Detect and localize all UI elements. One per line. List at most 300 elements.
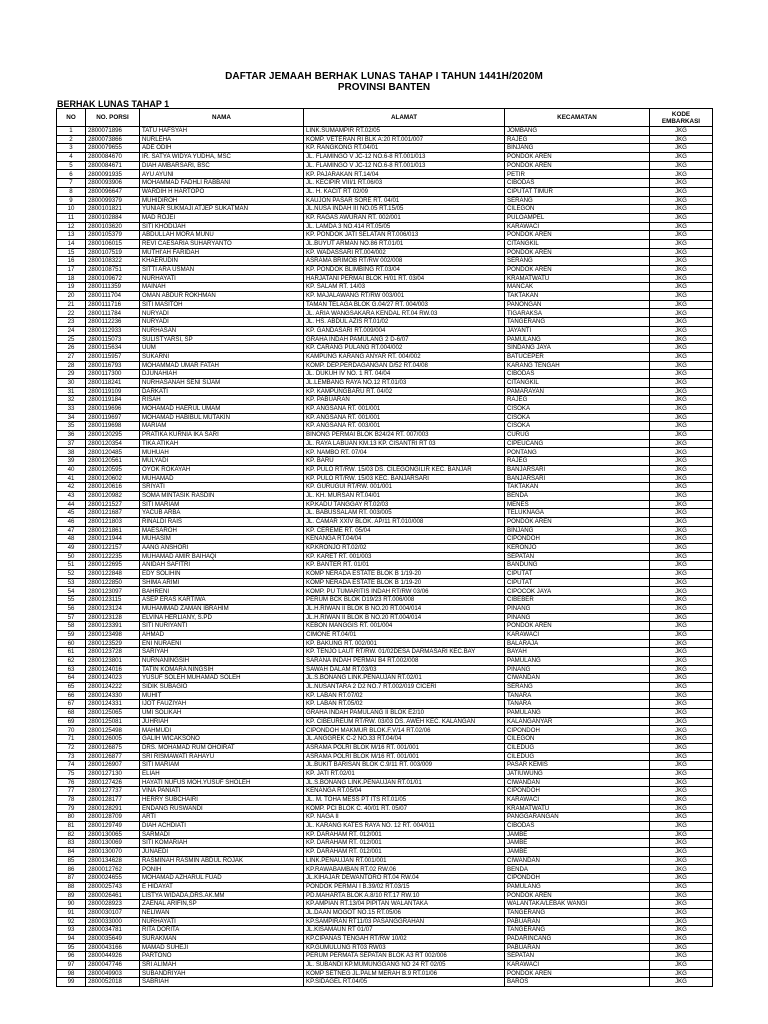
table-row (57, 743, 713, 752)
cell-nama: OMAN ABDUR ROKHMAN (140, 292, 304, 301)
cell-kecamatan: SERANG (505, 683, 650, 692)
table-row (57, 717, 713, 726)
table-row (57, 561, 713, 570)
cell-alamat: KP.SIDAGEL RT.04/05 (304, 978, 505, 987)
cell-no: 23 (57, 318, 86, 327)
table-row (57, 856, 713, 865)
cell-alamat: JL.NUSA INDAH III NO.05 RT.15/05 (304, 205, 505, 214)
table-row (57, 474, 713, 483)
cell-alamat: KOMP. PCI BLOK C. 40/01 RT. 05/07 (304, 804, 505, 813)
table-row (57, 448, 713, 457)
cell-no-porsi: 2800103620 (86, 222, 140, 231)
cell-kecamatan: PONDOK AREN (505, 153, 650, 162)
header-no-porsi: NO. PORSI (86, 109, 140, 127)
cell-kode-embarkasi: JKG (650, 344, 713, 353)
cell-kecamatan: CIWANDAN (505, 778, 650, 787)
cell-nama: GALIH WICAKSONO (140, 735, 304, 744)
cell-no-porsi: 2800044926 (86, 952, 140, 961)
cell-no-porsi: 2800116793 (86, 361, 140, 370)
cell-nama: SIDIK SUBAGIO (140, 683, 304, 692)
cell-kode-embarkasi: JKG (650, 561, 713, 570)
cell-no: 2 (57, 135, 86, 144)
cell-kecamatan: TAKTAKAN (505, 483, 650, 492)
cell-nama: ELVINA HERLIANY, S.PD (140, 613, 304, 622)
cell-alamat: JL.KIHAJAR DEWANTORO RT.04 RW.04 (304, 874, 505, 883)
cell-no: 50 (57, 552, 86, 561)
cell-no: 6 (57, 170, 86, 179)
cell-alamat: KP. PONDOK BLIMBING RT.03/04 (304, 266, 505, 275)
cell-alamat: JL. RAYA LABUAN KM.13 KP. CISANTRI RT 03 (304, 439, 505, 448)
cell-alamat: KP.KADU TANGGAY RT.02/03 (304, 500, 505, 509)
cell-kode-embarkasi: JKG (650, 213, 713, 222)
table-row (57, 578, 713, 587)
cell-no: 18 (57, 274, 86, 283)
table-row (57, 318, 713, 327)
cell-no: 37 (57, 439, 86, 448)
cell-kode-embarkasi: JKG (650, 761, 713, 770)
table-row (57, 144, 713, 153)
cell-no: 39 (57, 457, 86, 466)
table-row (57, 787, 713, 796)
cell-no-porsi: 2800119109 (86, 387, 140, 396)
cell-no-porsi: 2800125498 (86, 726, 140, 735)
cell-kecamatan: SEPATAN (505, 952, 650, 961)
cell-kecamatan: PONDOK AREN (505, 266, 650, 275)
cell-alamat: KP.RAWABAMBAN RT.02 RW.06 (304, 865, 505, 874)
cell-no-porsi: 2800124016 (86, 665, 140, 674)
table-row (57, 239, 713, 248)
cell-no-porsi: 2800099379 (86, 196, 140, 205)
cell-no: 86 (57, 865, 86, 874)
cell-kecamatan: CIPOCOK JAYA (505, 587, 650, 596)
table-row (57, 161, 713, 170)
cell-alamat: JL.BUKIT BARISAN BLOK C.9/11 RT. 003/009 (304, 761, 505, 770)
cell-kode-embarkasi: JKG (650, 318, 713, 327)
cell-kecamatan: PONDOK AREN (505, 517, 650, 526)
cell-no: 11 (57, 213, 86, 222)
cell-kode-embarkasi: JKG (650, 856, 713, 865)
table-row (57, 187, 713, 196)
cell-kode-embarkasi: JKG (650, 978, 713, 987)
cell-kode-embarkasi: JKG (650, 465, 713, 474)
cell-kode-embarkasi: JKG (650, 309, 713, 318)
cell-kode-embarkasi: JKG (650, 665, 713, 674)
cell-no-porsi: 2800122850 (86, 578, 140, 587)
cell-kecamatan: RAJEG (505, 396, 650, 405)
cell-alamat: KOMP. DEP.PERDAGANGAN D/52 RT.04/08 (304, 361, 505, 370)
table-row (57, 726, 713, 735)
cell-kode-embarkasi: JKG (650, 596, 713, 605)
table-row (57, 170, 713, 179)
cell-kecamatan: CILEDUG (505, 752, 650, 761)
cell-no: 61 (57, 648, 86, 657)
cell-no-porsi: 2800134628 (86, 856, 140, 865)
cell-no-porsi: 2800121944 (86, 535, 140, 544)
cell-kode-embarkasi: JKG (650, 222, 713, 231)
cell-kecamatan: TAKTAKAN (505, 292, 650, 301)
cell-alamat: JL. M. TOHA MESS PT ITS RT.01/05 (304, 795, 505, 804)
cell-nama: MOHAMMAD UMAR FATAH (140, 361, 304, 370)
cell-alamat: JL. KH. MURSAN RT.04/01 (304, 491, 505, 500)
cell-no: 36 (57, 431, 86, 440)
cell-no-porsi: 2800111716 (86, 300, 140, 309)
cell-kecamatan: CIPONDOH (505, 787, 650, 796)
cell-kecamatan: BANDUNG (505, 561, 650, 570)
cell-nama: ARTI (140, 813, 304, 822)
cell-nama: PRATIKA KURNIA IKA SARI (140, 431, 304, 440)
cell-kecamatan: CIBODAS (505, 822, 650, 831)
cell-kecamatan: JAMBE (505, 830, 650, 839)
cell-no: 77 (57, 787, 86, 796)
cell-kode-embarkasi: JKG (650, 604, 713, 613)
cell-kode-embarkasi: JKG (650, 144, 713, 153)
cell-alamat: KP. PULO RT/RW. 15/03 KEC. BANJARSARI (304, 474, 505, 483)
cell-kode-embarkasi: JKG (650, 457, 713, 466)
cell-nama: SULISTYARSI, SP (140, 335, 304, 344)
cell-no-porsi: 2800118241 (86, 378, 140, 387)
table-row (57, 335, 713, 344)
cell-nama: NELIWAN (140, 908, 304, 917)
cell-no: 78 (57, 795, 86, 804)
cell-nama: SRI RISMAWATI RAHAYU (140, 752, 304, 761)
cell-kecamatan: TANGERANG (505, 926, 650, 935)
table-row (57, 370, 713, 379)
cell-kode-embarkasi: JKG (650, 726, 713, 735)
cell-kecamatan: PINANG (505, 604, 650, 613)
cell-kecamatan: CIPUTAT TIMUR (505, 187, 650, 196)
cell-alamat: JL.H.RIWAN II BLOK B NO.20 RT.004/014 (304, 604, 505, 613)
cell-no-porsi: 2800123498 (86, 630, 140, 639)
cell-no: 82 (57, 830, 86, 839)
header-kecamatan: KECAMATAN (505, 109, 650, 127)
cell-alamat: JL.NUSANTARA 2 D2 NO.7 RT.002/019 CICERI (304, 683, 505, 692)
table-row (57, 622, 713, 631)
table-row (57, 735, 713, 744)
cell-alamat: JL. BABUSSALAM RT. 003/005 (304, 509, 505, 518)
cell-no: 99 (57, 978, 86, 987)
cell-no: 22 (57, 309, 86, 318)
cell-alamat: KOMP NERADA ESTATE BLOK B 1/19-20 (304, 578, 505, 587)
cell-alamat: KAUJON PASAR SORE RT. 04/01 (304, 196, 505, 205)
cell-kode-embarkasi: JKG (650, 526, 713, 535)
cell-no: 26 (57, 344, 86, 353)
cell-alamat: KP. NAMBO RT. 07/04 (304, 448, 505, 457)
cell-alamat: KP. WADASSARI RT.004/002 (304, 248, 505, 257)
cell-nama: MUHIT (140, 691, 304, 700)
cell-alamat: KP.GUMULUNG RT03 RW03 (304, 943, 505, 952)
table-row (57, 943, 713, 952)
cell-no-porsi: 2800025743 (86, 882, 140, 891)
cell-no: 65 (57, 683, 86, 692)
cell-alamat: KP. PONDOK JATI SELATAN RT.006/013 (304, 231, 505, 240)
cell-alamat: JL. FLAMINGO V JC-12 NO.6-8 RT.001/013 (304, 161, 505, 170)
cell-no-porsi: 2800123728 (86, 648, 140, 657)
cell-nama: SITI KHODIJAH (140, 222, 304, 231)
cell-nama: DARKATI (140, 387, 304, 396)
cell-no-porsi: 2800130065 (86, 830, 140, 839)
cell-alamat: KP. LABAN RT.05/02 (304, 700, 505, 709)
cell-alamat: JL.BUYUT ARMAN NO.86 RT.01/01 (304, 239, 505, 248)
cell-kecamatan: CIPUTAT (505, 578, 650, 587)
cell-nama: NURHAYATI (140, 274, 304, 283)
cell-no-porsi: 2800126875 (86, 743, 140, 752)
table-row (57, 613, 713, 622)
cell-no: 80 (57, 813, 86, 822)
cell-no: 29 (57, 370, 86, 379)
cell-nama: NURYADI (140, 318, 304, 327)
cell-alamat: JL.KISAMAUN RT 01/07 (304, 926, 505, 935)
cell-nama: DRS. MOHAMAD RUM OHOIRAT (140, 743, 304, 752)
cell-kecamatan: PINANG (505, 665, 650, 674)
cell-kode-embarkasi: JKG (650, 439, 713, 448)
cell-alamat: KP. BAKUNG RT. 002/001 (304, 639, 505, 648)
cell-no: 69 (57, 717, 86, 726)
cell-no: 14 (57, 239, 86, 248)
table-row (57, 865, 713, 874)
cell-kecamatan: PAMULANG (505, 709, 650, 718)
table-row (57, 639, 713, 648)
cell-kecamatan: CIBEBER (505, 596, 650, 605)
cell-alamat: JL. DUKUH IV NO. 1 RT. 04/04 (304, 370, 505, 379)
table-row (57, 891, 713, 900)
cell-no-porsi: 2800030107 (86, 908, 140, 917)
table-row (57, 604, 713, 613)
cell-no: 43 (57, 491, 86, 500)
cell-alamat: KP. ANGSANA RT. 001/001 (304, 405, 505, 414)
cell-no-porsi: 2800111784 (86, 309, 140, 318)
cell-alamat: KP. BANTER RT. 01/01 (304, 561, 505, 570)
cell-nama: SUKARNI (140, 352, 304, 361)
cell-no: 7 (57, 179, 86, 188)
table-row (57, 978, 713, 987)
cell-alamat: JL. KECIPIR VIII/1 RT.06/03 (304, 179, 505, 188)
cell-kode-embarkasi: JKG (650, 709, 713, 718)
cell-no: 3 (57, 144, 86, 153)
table-row (57, 874, 713, 883)
table-row (57, 196, 713, 205)
cell-alamat: KP. RANGKONG RT.04/01 (304, 144, 505, 153)
table-row (57, 570, 713, 579)
cell-nama: SITI MASITOH (140, 300, 304, 309)
cell-kecamatan: KALANGANYAR (505, 717, 650, 726)
cell-no-porsi: 2800124023 (86, 674, 140, 683)
table-row (57, 535, 713, 544)
cell-no: 33 (57, 405, 86, 414)
cell-nama: SRI ALIMAH (140, 961, 304, 970)
table-row (57, 465, 713, 474)
cell-alamat: KP. ANGSANA RT. 001/001 (304, 413, 505, 422)
cell-kecamatan: PONDOK AREN (505, 231, 650, 240)
cell-no-porsi: 2800123391 (86, 622, 140, 631)
cell-kecamatan: SERANG (505, 196, 650, 205)
table-row (57, 822, 713, 831)
cell-kecamatan: PANGGARANGAN (505, 813, 650, 822)
cell-nama: JUNAEDI (140, 848, 304, 857)
header-no: NO (57, 109, 86, 127)
table-row (57, 917, 713, 926)
cell-nama: WARDIH H HARTOPO (140, 187, 304, 196)
table-row (57, 674, 713, 683)
cell-kode-embarkasi: JKG (650, 674, 713, 683)
cell-no: 63 (57, 665, 86, 674)
cell-nama: KHAERUDIN (140, 257, 304, 266)
cell-no-porsi: 2800084671 (86, 161, 140, 170)
cell-kode-embarkasi: JKG (650, 127, 713, 136)
cell-no-porsi: 2800120485 (86, 448, 140, 457)
cell-kecamatan: CIBODAS (505, 179, 650, 188)
cell-no-porsi: 2800120602 (86, 474, 140, 483)
cell-kode-embarkasi: JKG (650, 908, 713, 917)
cell-no-porsi: 2800028923 (86, 900, 140, 909)
cell-no: 54 (57, 587, 86, 596)
cell-nama: JUHRIAH (140, 717, 304, 726)
cell-alamat: JL. CAMAR XXIV BLOK. AP/11 RT.010/008 (304, 517, 505, 526)
cell-alamat: KP. CIBEUREUM RT/RW. 03/03 DS. AWEH KEC. KALANGAN (304, 717, 505, 726)
cell-no: 59 (57, 630, 86, 639)
cell-no-porsi: 2800049903 (86, 969, 140, 978)
cell-kode-embarkasi: JKG (650, 778, 713, 787)
cell-kecamatan: JAMBE (505, 839, 650, 848)
cell-no: 85 (57, 856, 86, 865)
cell-kecamatan: PINANG (505, 613, 650, 622)
cell-kode-embarkasi: JKG (650, 822, 713, 831)
cell-kecamatan: KARAWACI (505, 795, 650, 804)
cell-kode-embarkasi: JKG (650, 830, 713, 839)
cell-no-porsi: 2800128291 (86, 804, 140, 813)
cell-nama: RITA DORITA (140, 926, 304, 935)
table-row (57, 552, 713, 561)
table-row (57, 483, 713, 492)
cell-nama: SITI KOMARIAH (140, 839, 304, 848)
cell-alamat: KP. LABAN RT.07/02 (304, 691, 505, 700)
cell-no-porsi: 2800121687 (86, 509, 140, 518)
cell-kecamatan: BAROS (505, 978, 650, 987)
cell-nama: MUHAMAD AMIR BAIHAQI (140, 552, 304, 561)
header-kode-embarkasi: KODE EMBARKASI (650, 109, 713, 127)
table-row (57, 804, 713, 813)
cell-no-porsi: 2800122695 (86, 561, 140, 570)
cell-kode-embarkasi: JKG (650, 205, 713, 214)
cell-no: 20 (57, 292, 86, 301)
cell-alamat: KP. GURUGUI RT/RW. 001/001 (304, 483, 505, 492)
cell-no-porsi: 2800128709 (86, 813, 140, 822)
cell-alamat: KP. CARANG PULANG RT.004/002 (304, 344, 505, 353)
cell-nama: DJUNAHIAH (140, 370, 304, 379)
cell-kecamatan: BAYAH (505, 648, 650, 657)
cell-no: 73 (57, 752, 86, 761)
cell-kecamatan: PONDOK AREN (505, 891, 650, 900)
cell-no: 76 (57, 778, 86, 787)
table-row (57, 691, 713, 700)
cell-kecamatan: KARAWACI (505, 630, 650, 639)
cell-nama: NURHASAN (140, 326, 304, 335)
cell-alamat: GRAHA INDAH PAMULANG 2 D-6/07 (304, 335, 505, 344)
cell-kode-embarkasi: JKG (650, 448, 713, 457)
cell-kode-embarkasi: JKG (650, 544, 713, 553)
cell-alamat: KENANGA RT.04/04 (304, 535, 505, 544)
cell-nama: MAESAROH (140, 526, 304, 535)
cell-kode-embarkasi: JKG (650, 239, 713, 248)
cell-no: 56 (57, 604, 86, 613)
cell-no: 52 (57, 570, 86, 579)
cell-no: 84 (57, 848, 86, 857)
cell-kecamatan: CILEGON (505, 205, 650, 214)
cell-nama: SURAKMAN (140, 934, 304, 943)
cell-no-porsi: 2800121861 (86, 526, 140, 535)
cell-alamat: ASRAMA POLRI BLOK M/16 RT. 001/001 (304, 752, 505, 761)
cell-no: 16 (57, 257, 86, 266)
cell-no: 41 (57, 474, 86, 483)
cell-no: 10 (57, 205, 86, 214)
cell-kecamatan: PASAR KEMIS (505, 761, 650, 770)
cell-kode-embarkasi: JKG (650, 474, 713, 483)
cell-no: 4 (57, 153, 86, 162)
cell-no-porsi: 2800125081 (86, 717, 140, 726)
cell-no-porsi: 2800047746 (86, 961, 140, 970)
table-row (57, 517, 713, 526)
cell-nama: MUHAMAD (140, 474, 304, 483)
cell-no-porsi: 2800117300 (86, 370, 140, 379)
cell-nama: AHMAD (140, 630, 304, 639)
cell-nama: E HIDAYAT (140, 882, 304, 891)
cell-kode-embarkasi: JKG (650, 552, 713, 561)
cell-kecamatan: CIBODAS (505, 370, 650, 379)
cell-nama: SUBANDRIYAH (140, 969, 304, 978)
cell-nama: MUHAMMAD ZAMAN IBRAHIM (140, 604, 304, 613)
cell-nama: MAD ROJEI (140, 213, 304, 222)
cell-kode-embarkasi: JKG (650, 969, 713, 978)
table-row (57, 882, 713, 891)
cell-no: 93 (57, 926, 86, 935)
cell-alamat: KP. ANGSANA RT. 003/001 (304, 422, 505, 431)
cell-kecamatan: PONDOK AREN (505, 161, 650, 170)
cell-no-porsi: 2800093906 (86, 179, 140, 188)
cell-alamat: KOMP SETNEG JL.PALM MERAH B.9 RT.01/06 (304, 969, 505, 978)
cell-alamat: KP.CIPANAS TENGAH RT/RW 10/02 (304, 934, 505, 943)
cell-kecamatan: PAMULANG (505, 882, 650, 891)
cell-kecamatan: TANARA (505, 691, 650, 700)
cell-alamat: JL.H.RIWAN II BLOK B NO.20 RT.004/014 (304, 613, 505, 622)
cell-alamat: KOMP NERADA ESTATE BLOK B 1/19-20 (304, 570, 505, 579)
cell-kode-embarkasi: JKG (650, 161, 713, 170)
cell-no: 31 (57, 387, 86, 396)
cell-nama: SRIYATI (140, 483, 304, 492)
cell-no: 34 (57, 413, 86, 422)
table-row (57, 405, 713, 414)
cell-no: 24 (57, 326, 86, 335)
section-heading: BERHAK LUNAS TAHAP 1 (57, 99, 170, 109)
cell-kecamatan: KARAWACI (505, 222, 650, 231)
cell-nama: SITTI ARA USMAN (140, 266, 304, 275)
cell-alamat: JL. HS. ABDUL AZIS RT.01/02 (304, 318, 505, 327)
cell-nama: SARMADI (140, 830, 304, 839)
cell-kecamatan: RAJEG (505, 457, 650, 466)
pilgrim-table (56, 108, 713, 987)
table-row (57, 683, 713, 692)
cell-no-porsi: 2800012762 (86, 865, 140, 874)
cell-nama: SHIMA ARIMI (140, 578, 304, 587)
cell-kode-embarkasi: JKG (650, 943, 713, 952)
cell-kode-embarkasi: JKG (650, 882, 713, 891)
cell-kecamatan: KRAMATWATU (505, 274, 650, 283)
cell-alamat: KP. KAMPUNGBARU RT. 04/02 (304, 387, 505, 396)
cell-nama: AANG ANSHORI (140, 544, 304, 553)
cell-no-porsi: 2800043166 (86, 943, 140, 952)
cell-no-porsi: 2800123124 (86, 604, 140, 613)
table-row (57, 926, 713, 935)
cell-no: 21 (57, 300, 86, 309)
table-row (57, 413, 713, 422)
